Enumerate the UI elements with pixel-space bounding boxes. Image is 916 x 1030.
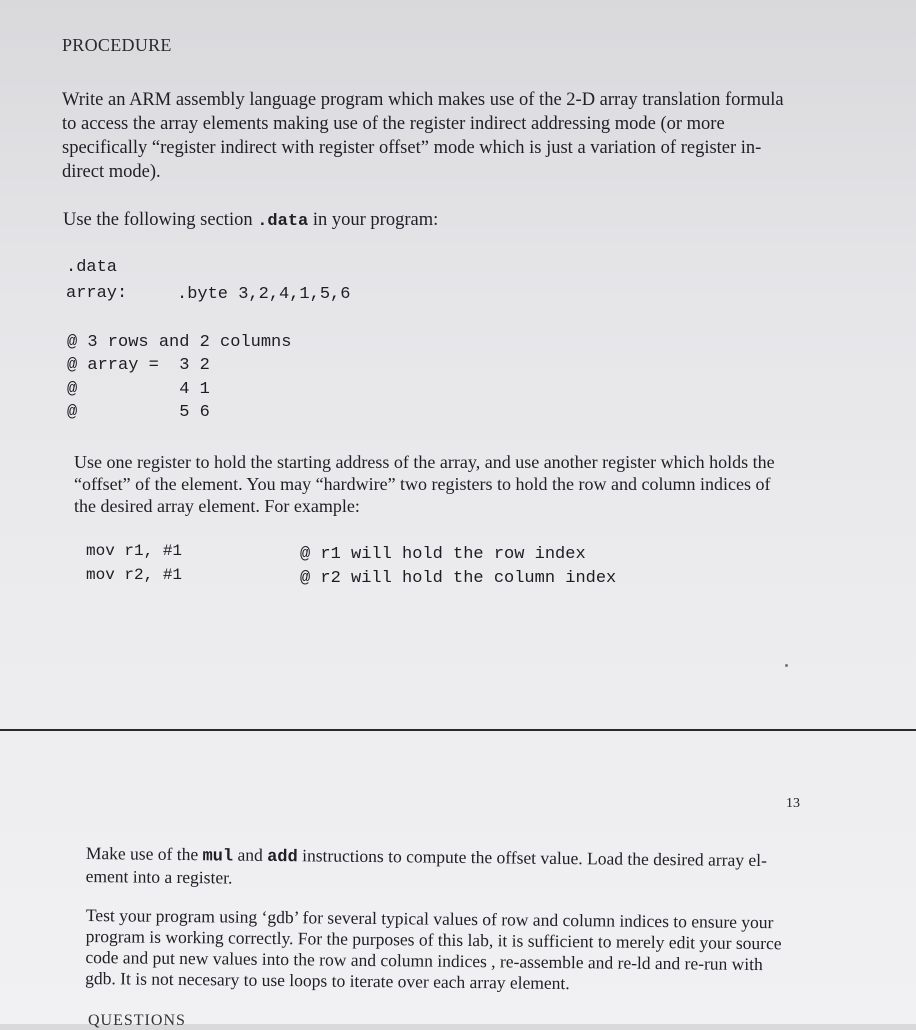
add-keyword: add (267, 847, 298, 868)
data-keyword: .data (257, 212, 309, 231)
array-label: array: (66, 284, 128, 303)
example-comment: @ r1 will hold the row index (300, 545, 586, 564)
paragraph-line: ement into a register. (85, 865, 233, 888)
intro-paragraph (62, 88, 862, 184)
comment-line: @ 3 rows and 2 columns (67, 333, 292, 352)
text-segment: instructions to compute the offset value. Load the desired array el- (297, 845, 767, 871)
paragraph-line: gdb. It is not necesary to use loops to iterate over each array element. (85, 967, 570, 994)
comment-line: @ 5 6 (67, 403, 210, 422)
paragraph-line: code and put new values into the row and column indices , re-assemble and re-ld and re-run with (85, 946, 763, 975)
paragraph-line: to access the array elements making use of the register indirect addressing mode (or more (62, 114, 725, 134)
example-instruction: mov r1, #1 (86, 542, 183, 560)
page-number: 13 (786, 796, 800, 811)
comment-line: @ array = 3 2 (67, 356, 210, 375)
text-segment: and (233, 844, 268, 865)
paragraph-line: the desired array element. For example: (74, 496, 360, 516)
example-instruction: mov r2, #1 (86, 566, 183, 584)
instruction-text-before: Use the following section (63, 210, 258, 230)
byte-directive: .byte 3,2,4,1,5,6 (177, 285, 351, 304)
data-section-instruction (63, 208, 438, 234)
questions-heading: QUESTIONS (88, 1012, 186, 1029)
paragraph-line: Use one register to hold the starting address of the array, and use another register which holds the (74, 452, 775, 472)
register-paragraph (74, 451, 854, 517)
example-comment: @ r2 will hold the column index (300, 569, 617, 588)
text-segment: Make use of the (85, 843, 203, 865)
comment-line: @ 4 1 (67, 380, 210, 399)
speck-mark (785, 664, 788, 667)
paragraph-line: program is working correctly. For the purposes of this lab, it is sufficient to merely edit your source (85, 925, 782, 954)
data-directive: .data (66, 258, 118, 277)
testing-paragraph (85, 905, 846, 997)
paragraph-line: Test your program using ‘gdb’ for several typical values of row and column indices to ensure your (85, 905, 774, 933)
paragraph-line: direct mode). (62, 162, 161, 182)
page-divider (0, 729, 916, 731)
paragraph-line: “offset” of the element. You may “hardwire” two registers to hold the row and column indices of (74, 474, 771, 494)
offset-paragraph (86, 843, 846, 895)
paragraph-line: specifically “register indirect with register offset” mode which is just a variation of register in- (62, 138, 762, 158)
paragraph-line: Write an ARM assembly language program which makes use of the 2-D array translation formula (62, 90, 784, 110)
procedure-heading: PROCEDURE (62, 35, 172, 55)
mul-keyword: mul (202, 847, 234, 867)
instruction-text-after: in your program: (308, 210, 439, 230)
